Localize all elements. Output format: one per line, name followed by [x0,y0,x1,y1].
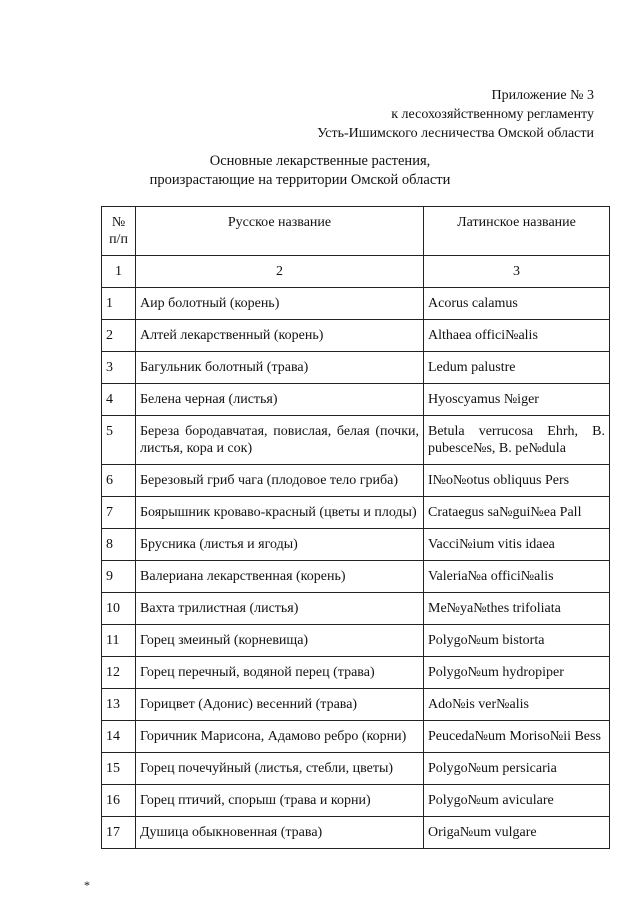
document-title [0,152,640,190]
russian-name: Аир болотный (корень) [136,288,424,320]
appendix-forestry: Усть-Ишимского лесничества Омской области [317,126,594,141]
table-row [102,288,610,320]
table-row [102,320,610,352]
russian-name: Брусника (листья и ягоды) [136,529,424,561]
russian-name: Горец почечуйный (листья, стебли, цветы) [136,753,424,785]
table-row [102,625,610,657]
russian-name: Алтей лекарственный (корень) [136,320,424,352]
row-number: 16 [102,785,136,817]
latin-name: Ledum palustre [424,352,610,384]
header-russian-name: Русское название [136,207,424,256]
latin-name: Vacci№ium vitis idaea [424,529,610,561]
row-number: 9 [102,561,136,593]
latin-name: Polygo№um hydropiper [424,657,610,689]
column-number: 3 [424,256,610,288]
row-number: 1 [102,288,136,320]
table-row [102,657,610,689]
row-number: 4 [102,384,136,416]
latin-name: Betula verrucosa Ehrh, B. pubesce№s, B. pe№dula [424,416,610,465]
appendix-regulation: к лесохозяйственному регламенту [391,107,594,122]
russian-name: Вахта трилистная (листья) [136,593,424,625]
table-row [102,785,610,817]
row-number: 17 [102,817,136,849]
russian-name: Горицвет (Адонис) весенний (трава) [136,689,424,721]
table-row [102,465,610,497]
row-number: 13 [102,689,136,721]
table-row [102,561,610,593]
latin-name: Ado№is ver№alis [424,689,610,721]
russian-name: Березовый гриб чага (плодовое тело гриба) [136,465,424,497]
russian-name: Валериана лекарственная (корень) [136,561,424,593]
row-number: 14 [102,721,136,753]
russian-name: Горец змеиный (корневища) [136,625,424,657]
table-row [102,689,610,721]
russian-name: Багульник болотный (трава) [136,352,424,384]
russian-name: Боярышник кроваво-красный (цветы и плоды) [136,497,424,529]
latin-name: Hyoscyamus №iger [424,384,610,416]
latin-name: Althaea offici№alis [424,320,610,352]
row-number: 3 [102,352,136,384]
russian-name: Белена черная (листья) [136,384,424,416]
title-line-2: произрастающие на территории Омской области [149,172,451,188]
table-row [102,497,610,529]
latin-name: Polygo№um persicaria [424,753,610,785]
russian-name: Горичник Марисона, Адамово ребро (корни) [136,721,424,753]
row-number: 8 [102,529,136,561]
latin-name: Valeria№a offici№alis [424,561,610,593]
latin-name: Me№ya№thes trifoliata [424,593,610,625]
row-number: 12 [102,657,136,689]
table-row [102,352,610,384]
row-number: 11 [102,625,136,657]
russian-name: Горец птичий, спорыш (трава и корни) [136,785,424,817]
column-number-row [102,256,610,288]
row-number: 6 [102,465,136,497]
russian-name: Душица обыкновенная (трава) [136,817,424,849]
table-row [102,753,610,785]
latin-name: Polygo№um bistorta [424,625,610,657]
row-number: 10 [102,593,136,625]
appendix-number: Приложение № 3 [491,88,594,103]
medicinal-plants-table [101,206,610,849]
table-row [102,529,610,561]
latin-name: Origa№um vulgare [424,817,610,849]
table-header-row [102,207,610,256]
latin-name: Acorus calamus [424,288,610,320]
table-row [102,384,610,416]
table-row [102,416,610,465]
column-number: 2 [136,256,424,288]
header-number: № п/п [102,207,136,256]
latin-name: Polygo№um aviculare [424,785,610,817]
column-number: 1 [102,256,136,288]
row-number: 5 [102,416,136,465]
latin-name: Crataegus sa№gui№ea Pall [424,497,610,529]
footnote-mark: * [84,878,90,892]
table-row [102,721,610,753]
appendix-header [317,86,594,143]
latin-name: Peuceda№um Moriso№ii Bess [424,721,610,753]
title-line-1: Основные лекарственные растения, [209,153,431,169]
russian-name: Горец перечный, водяной перец (трава) [136,657,424,689]
row-number: 2 [102,320,136,352]
table-row [102,817,610,849]
russian-name: Береза бородавчатая, повислая, белая (почки, листья, кора и сок) [136,416,424,465]
header-latin-name: Латинское название [424,207,610,256]
table-row [102,593,610,625]
row-number: 7 [102,497,136,529]
row-number: 15 [102,753,136,785]
latin-name: I№o№otus obliquus Pers [424,465,610,497]
